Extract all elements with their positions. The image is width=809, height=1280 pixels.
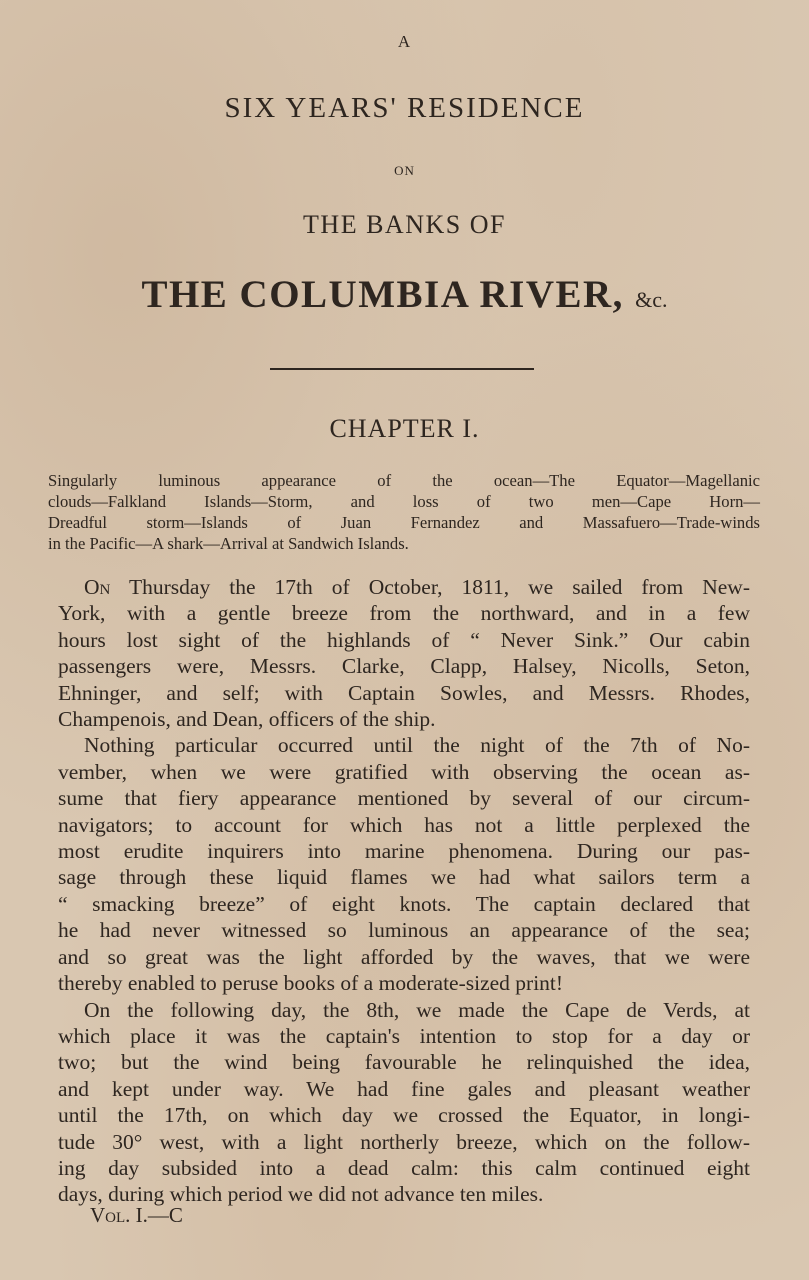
- body-line: sage through these liquid flames we had what sailors term a: [58, 865, 750, 890]
- signature-mark: Vol. I.—C: [90, 1203, 183, 1227]
- body-line: [58, 574, 750, 600]
- title-rule: [270, 368, 534, 370]
- body-line-rest: Thursday the 17th of October, 1811, we sailed from New-: [110, 575, 750, 599]
- body-line: two; but the wind being favourable he relinquished the idea,: [58, 1050, 750, 1075]
- body-line: “ smacking breeze” of eight knots. The captain declared that: [58, 891, 750, 916]
- body-line: passengers were, Messrs. Clarke, Clapp, Halsey, Nicolls, Seton,: [58, 654, 750, 679]
- title-line-1: SIX YEARS' RESIDENCE: [224, 92, 585, 124]
- chapter-body: [58, 574, 750, 1208]
- body-line: until the 17th, on which day we crossed the Equator, in longi-: [58, 1103, 750, 1128]
- body-line: ing day subsided into a dead calm: this calm continued eight: [58, 1155, 750, 1180]
- title-article: A: [397, 32, 412, 51]
- body-line: which place it was the captain's intention to stop for a day or: [58, 1023, 750, 1048]
- body-line: Ehninger, and self; with Captain Sowles, and Messrs. Rhodes,: [58, 680, 750, 705]
- body-line: On the following day, the 8th, we made the Cape de Verds, at: [84, 997, 750, 1022]
- body-line: days, during which period we did not advance ten miles.: [58, 1182, 544, 1207]
- title-line-2: THE BANKS OF: [303, 210, 506, 239]
- body-line: Champenois, and Dean, officers of the ship.: [58, 707, 436, 732]
- body-line: tude 30° west, with a light northerly breeze, which on the follow-: [58, 1129, 750, 1154]
- summary-line: Dreadful storm—Islands of Juan Fernandez and Massafuero—Trade-winds: [48, 513, 760, 532]
- chapter-summary: [48, 470, 760, 554]
- body-line: Nothing particular occurred until the night of the 7th of No-: [84, 733, 750, 758]
- body-line: vember, when we were gratified with observing the ocean as-: [58, 759, 750, 784]
- title-on: ON: [394, 163, 415, 178]
- drop-word: On: [84, 575, 111, 599]
- summary-line: in the Pacific—A shark—Arrival at Sandwich Islands.: [48, 534, 409, 553]
- body-line: hours lost sight of the highlands of “ Never Sink.” Our cabin: [58, 627, 750, 652]
- body-line: he had never witnessed so luminous an appearance of the sea;: [58, 918, 750, 943]
- title-line-3: [0, 272, 809, 317]
- body-line: most erudite inquirers into marine phenomena. During our pas-: [58, 839, 750, 864]
- summary-line: clouds—Falkland Islands—Storm, and loss of two men—Cape Horn—: [48, 492, 760, 511]
- chapter-heading: CHAPTER I.: [329, 414, 480, 443]
- body-line: thereby enabled to peruse books of a moderate-sized print!: [58, 971, 564, 996]
- summary-line: Singularly luminous appearance of the ocean—The Equator—Magellanic: [48, 471, 760, 490]
- body-line: sume that fiery appearance mentioned by several of our circum-: [58, 786, 750, 811]
- title-river: THE COLUMBIA RIVER,: [141, 273, 624, 316]
- body-line: and so great was the light afforded by the waves, that we were: [58, 944, 750, 969]
- title-etc: &c.: [635, 287, 668, 312]
- body-line: navigators; to account for which has not a little perplexed the: [58, 812, 750, 837]
- body-line: York, with a gentle breeze from the northward, and in a few: [58, 601, 750, 626]
- body-line: and kept under way. We had fine gales and pleasant weather: [58, 1076, 750, 1101]
